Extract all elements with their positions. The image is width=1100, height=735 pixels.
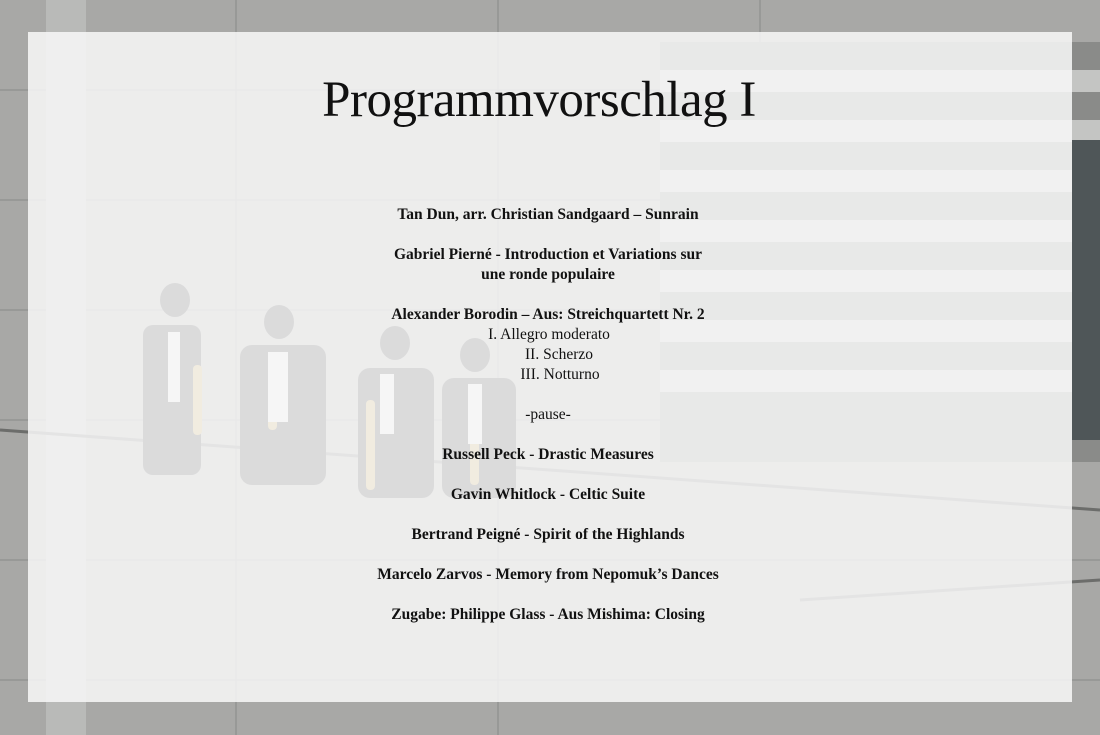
program-list (0, 205, 1096, 645)
program-item-peigne: Bertrand Peigné - Spirit of the Highlands (411, 526, 685, 543)
program-item-line: Tan Dun, arr. Christian Sandgaard – Sunrain (397, 206, 699, 223)
program-item-zarvos: Marcelo Zarvos - Memory from Nepomuk’s Dances (377, 566, 719, 583)
program-item-whitlock: Gavin Whitlock - Celtic Suite (450, 486, 646, 503)
movement-3: III. Notturno (520, 366, 600, 383)
program-item-pierne (0, 245, 1096, 285)
program-item-line: une ronde populaire (481, 266, 615, 283)
program-item-peck: Russell Peck - Drastic Measures (442, 446, 654, 463)
page-title: Programmvorschlag I (322, 72, 756, 128)
movement-1: I. Allegro moderato (488, 326, 610, 343)
pause-marker: -pause- (525, 406, 571, 423)
movement-2: II. Scherzo (525, 346, 593, 363)
program-item-borodin (0, 305, 1096, 385)
program-item-heading: Alexander Borodin – Aus: Streichquartett Nr. 2 (391, 306, 705, 323)
program-item-line: Gabriel Pierné - Introduction et Variations sur (394, 246, 702, 263)
program-item-sunrain (0, 205, 1096, 225)
program-item-encore: Zugabe: Philippe Glass - Aus Mishima: Closing (391, 606, 705, 623)
